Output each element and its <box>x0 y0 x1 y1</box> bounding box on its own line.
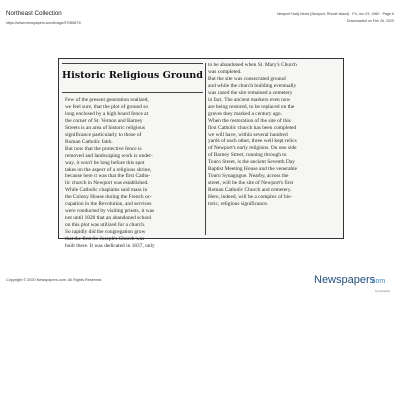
article-line: built there. It was dedicated in 1837, only <box>65 243 155 250</box>
article-line: So rapidly did the congregation grow <box>65 229 146 236</box>
newspaper-clipping <box>58 58 344 250</box>
article-line: the Colony House during the French oc- <box>65 194 152 201</box>
logo-suffix: com <box>372 278 386 285</box>
article-line: street, will be the site of Newport's first <box>208 180 294 187</box>
article-line: to be abandoned when St. Mary's Church <box>208 62 297 68</box>
article-line: are being restored, to be replaced on the <box>208 103 295 110</box>
source-citation: Newport Daily News (Newport, Rhode Island) · Fri, Jun 03, 1960 · Page 6 <box>276 12 394 16</box>
article-column-right <box>208 62 340 208</box>
article-line: we will have, within several hundred <box>208 131 288 138</box>
logo-text: Newspapers <box>314 274 376 286</box>
article-line: of Barney Street, running through to <box>208 152 287 159</box>
article-line: not until 1828 that an abandoned school <box>65 215 152 222</box>
article-line: Here, indeed, will be a complex of his- <box>208 194 292 201</box>
article-line: and while the church building eventually <box>208 82 297 89</box>
article-line: toric, religious significance. <box>208 201 269 208</box>
article-line: significance particularly to those of <box>65 131 142 138</box>
headline-box <box>62 62 203 93</box>
article-line: first Catholic church has been completed <box>208 124 297 131</box>
collection-title: Northeast Collection <box>6 10 62 17</box>
newspapers-logo[interactable] <box>312 270 392 288</box>
article-headline: Historic Religious Ground <box>62 70 203 81</box>
header-right <box>194 12 394 23</box>
article-line: was razed the site remained a cemetery <box>208 89 293 96</box>
article-line: Touro Synagogue. Nearby, across the <box>208 173 289 180</box>
article-line: long enclosed by a high board fence at <box>65 110 149 117</box>
article-line: Touro Street, is the ancient Seventh Day <box>208 159 295 166</box>
article-line: When the restoration of the site of this <box>208 117 291 124</box>
article-line: graves they marked a century ago. <box>208 110 282 117</box>
article-line: Few of the present generation realized, <box>65 97 149 103</box>
article-line: way, it won't be long before this spot <box>65 159 145 166</box>
article-line: Roman Catholic Church and cemetery. <box>208 187 292 194</box>
article-line: we feel sure, that the plot of ground so <box>65 103 149 110</box>
article-line: that the first St. Joseph's Church was <box>65 236 145 243</box>
article-line: were conducted by visiting priests, it was <box>65 208 155 215</box>
article-line: Baptist Meeting House and the venerable <box>208 166 298 173</box>
article-column-left <box>65 97 201 250</box>
column-divider <box>205 63 206 235</box>
article-line: Streets is an area of historic religious <box>65 124 145 131</box>
article-line: of Newport's early religions. On one side <box>208 145 297 152</box>
copyright-notice: Copyright © 2020 Newspapers.com. All Rights Reserved. <box>6 278 103 282</box>
article-line: lic church in Newport was established. <box>65 180 149 187</box>
article-line: on this plot was utilized for a church. <box>65 222 146 229</box>
article-line: takes on the aspect of a religious shrine, <box>65 166 152 173</box>
article-line: While Catholic chaplains said mass in <box>65 187 148 194</box>
download-date: Downloaded on Feb 26, 2020 <box>346 19 394 23</box>
article-line: But now that the protective fence is <box>65 145 142 152</box>
article-line: yards of each other, three well kept relics <box>208 138 297 145</box>
article-line: But the site was consecrated ground <box>208 75 286 82</box>
article-line: because here it was that the first Catho- <box>65 173 151 180</box>
header-left <box>6 10 196 25</box>
logo-byline: by Ancestry <box>375 289 390 293</box>
image-url[interactable]: https://www.newspapers.com/image/57085871/ <box>6 21 82 25</box>
article-line: removed and landscaping work is under- <box>65 152 153 159</box>
article-line: in fact. The ancient markers even now <box>208 96 291 103</box>
headline-rule <box>62 92 203 93</box>
article-line: was completed. <box>208 68 242 75</box>
article-line: Roman Catholic faith. <box>65 138 113 145</box>
article-line: the corner of St. Vernon and Barney <box>65 117 143 124</box>
article-line: cupation in the Revolution, and services <box>65 201 152 208</box>
